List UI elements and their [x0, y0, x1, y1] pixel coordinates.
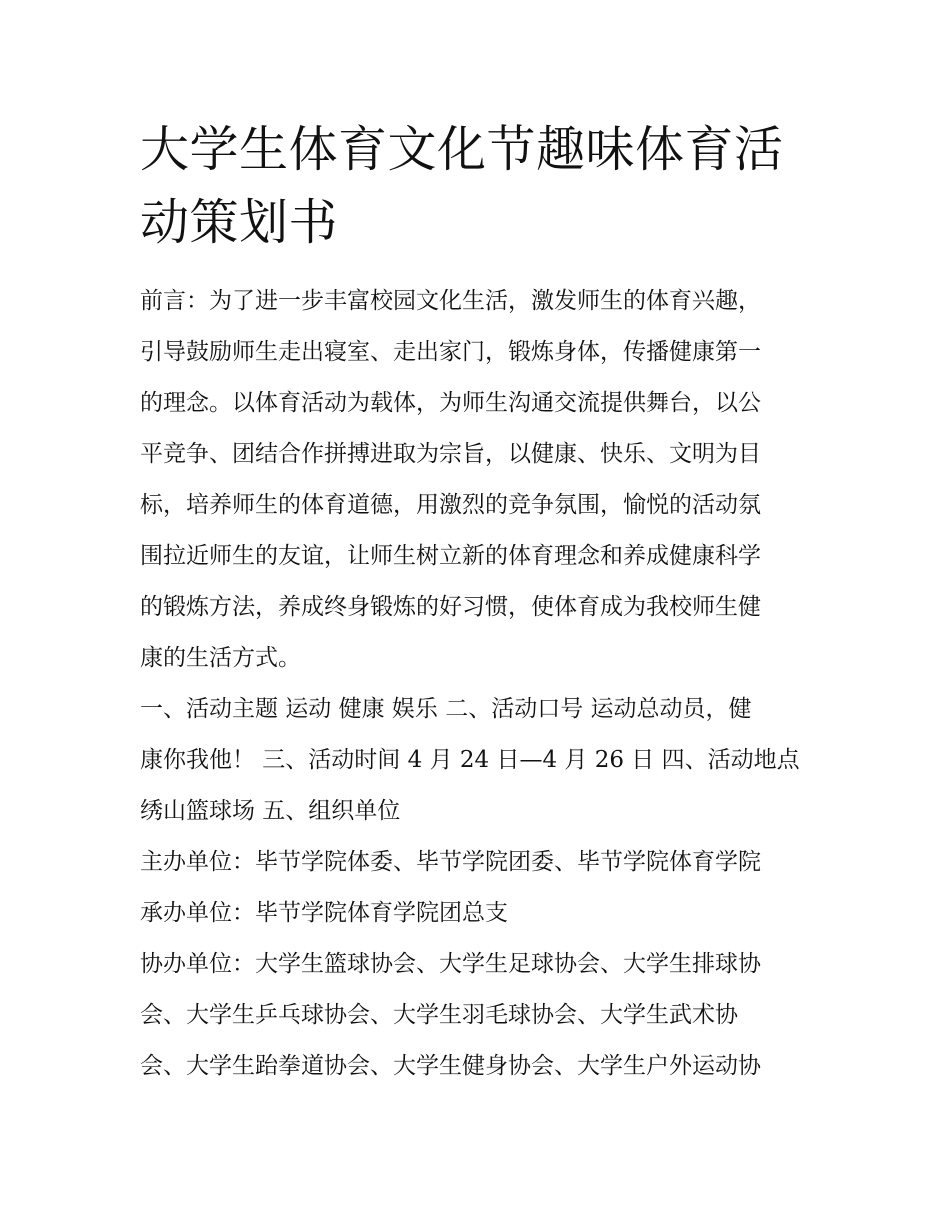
- preface-line: 的理念。以体育活动为载体，为师生沟通交流提供舞台，以公: [140, 390, 761, 416]
- host-paragraph: [140, 837, 830, 888]
- sections-line: 一、活动主题 运动 健康 娱乐 二、活动口号 运动总动员，健: [140, 696, 752, 722]
- organizer-line: 承办单位：毕节学院体育学院团总支: [140, 900, 508, 926]
- preface-line: 平竞争、团结合作拼搏进取为宗旨，以健康、快乐、文明为目: [140, 441, 761, 467]
- preface-paragraph: [140, 276, 830, 684]
- sections-line: 康你我他！ 三、活动时间 4 月 24 日—4 月 26 日 四、活动地点: [140, 747, 800, 773]
- document-title: [140, 113, 820, 259]
- preface-line: 前言：为了进一步丰富校园文化生活，激发师生的体育兴趣，: [140, 288, 761, 314]
- host-line: 主办单位：毕节学院体委、毕节学院团委、毕节学院体育学院: [140, 849, 761, 875]
- title-line: 大学生体育文化节趣味体育活: [140, 121, 784, 178]
- sections-paragraph: [140, 684, 830, 837]
- co-organizer-paragraph: [140, 939, 830, 1092]
- preface-line: 的锻炼方法，养成终身锻炼的好习惯，使体育成为我校师生健: [140, 594, 761, 620]
- preface-line: 标，培养师生的体育道德，用激烈的竞争氛围，愉悦的活动氛: [140, 492, 761, 518]
- co-organizer-line: 协办单位：大学生篮球协会、大学生足球协会、大学生排球协: [140, 951, 761, 977]
- title-line: 动策划书: [140, 194, 339, 251]
- preface-line: 康的生活方式。: [140, 645, 301, 671]
- co-organizer-line: 会、大学生乒乓球协会、大学生羽毛球协会、大学生武术协: [140, 1002, 738, 1028]
- preface-line: 引导鼓励师生走出寝室、走出家门，锻炼身体，传播健康第一: [140, 339, 761, 365]
- organizer-paragraph: [140, 888, 830, 939]
- co-organizer-line: 会、大学生跆拳道协会、大学生健身协会、大学生户外运动协: [140, 1053, 761, 1079]
- document-body: [140, 276, 830, 1092]
- sections-line: 绣山篮球场 五、组织单位: [140, 798, 401, 824]
- preface-line: 围拉近师生的友谊，让师生树立新的体育理念和养成健康科学: [140, 543, 761, 569]
